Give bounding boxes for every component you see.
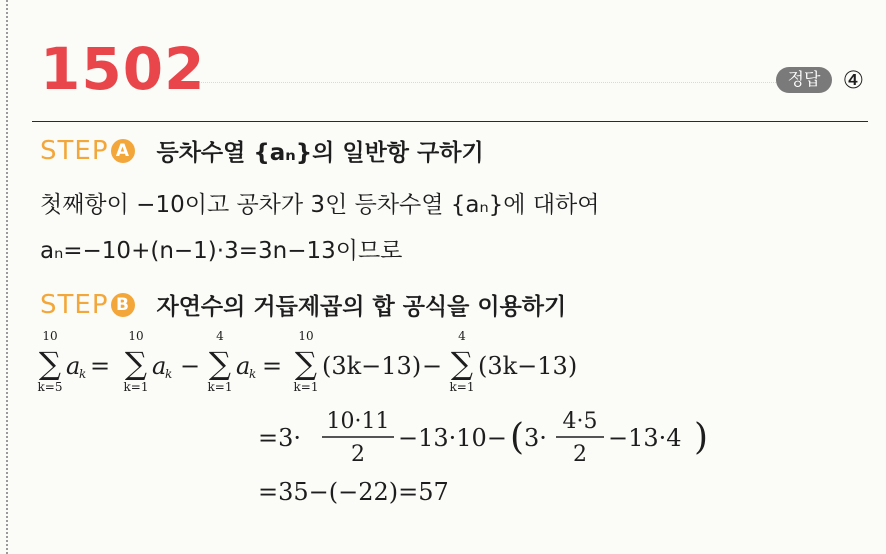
step-a-word: STEP [40,135,109,166]
step-a-title: 등차수열 {aₙ}의 일반항 구하기 [156,140,484,166]
sigma-3: ∑ [208,346,232,382]
sum-4-top: 10 [298,329,314,343]
frac2-denominator: 2 [573,442,587,467]
step-b-title: 자연수의 거듭제곱의 합 공식을 이용하기 [156,294,567,320]
problem-number: 1502 [40,35,206,103]
sum-2-top: 10 [128,329,144,343]
calc-line-2 [258,409,708,467]
sum-4-bottom: k=1 [293,380,319,394]
step-b-word: STEP [40,289,109,320]
sum-3-top: 4 [216,329,224,343]
line2-inner: 3· [524,424,547,452]
term-a-3: a [236,352,251,380]
op-equals-1: = [90,352,111,380]
paren-expr-1: (3k−13) [322,352,422,380]
line2-paren-close: ) [694,417,709,458]
sum-1 [38,329,87,394]
answer-badge: 정답 [776,67,833,93]
term-a-1: a [66,352,81,380]
sigma-1: ∑ [38,346,62,382]
sub-k-3: k [249,367,257,381]
sub-k-1: k [79,367,87,381]
step-b-letter: B [111,293,135,317]
line2-prefix: =3· [258,424,302,452]
op-minus-1: − [180,352,201,380]
sum-3-bottom: k=1 [207,380,233,394]
sigma-5: ∑ [450,346,474,382]
sub-k-2: k [165,367,173,381]
frac1-denominator: 2 [351,442,365,467]
sum-2 [124,329,173,394]
sum-5-top: 4 [458,329,466,343]
frac2-numerator: 4·5 [562,409,598,434]
answer-value: ④ [842,66,864,94]
term-a-2: a [152,352,167,380]
sum-2-bottom: k=1 [123,380,149,394]
sigma-4: ∑ [294,346,318,382]
calc-line-3: =35−(−22)=57 [258,478,449,506]
frac1-numerator: 10·11 [326,409,390,434]
sigma-2: ∑ [124,346,148,382]
line2-mid: −13·10− [398,424,507,452]
step-a-letter: A [111,139,135,163]
sum-3 [208,329,257,394]
sum-1-bottom: k=5 [37,380,63,394]
op-equals-2: = [262,352,283,380]
step-a-line-1: 첫째항이 −10이고 공차가 3인 등차수열 {aₙ}에 대하여 [40,192,600,218]
paren-expr-2: (3k−13) [478,352,578,380]
line2-tail: −13·4 [608,424,682,452]
step-a-line-2: aₙ=−10+(n−1)·3=3n−13이므로 [40,238,403,264]
sum-5 [450,329,578,394]
op-minus-2: − [422,352,443,380]
sum-4 [294,329,422,394]
line2-paren-open: ( [510,417,525,458]
sum-5-bottom: k=1 [449,380,475,394]
sum-1-top: 10 [42,329,58,343]
